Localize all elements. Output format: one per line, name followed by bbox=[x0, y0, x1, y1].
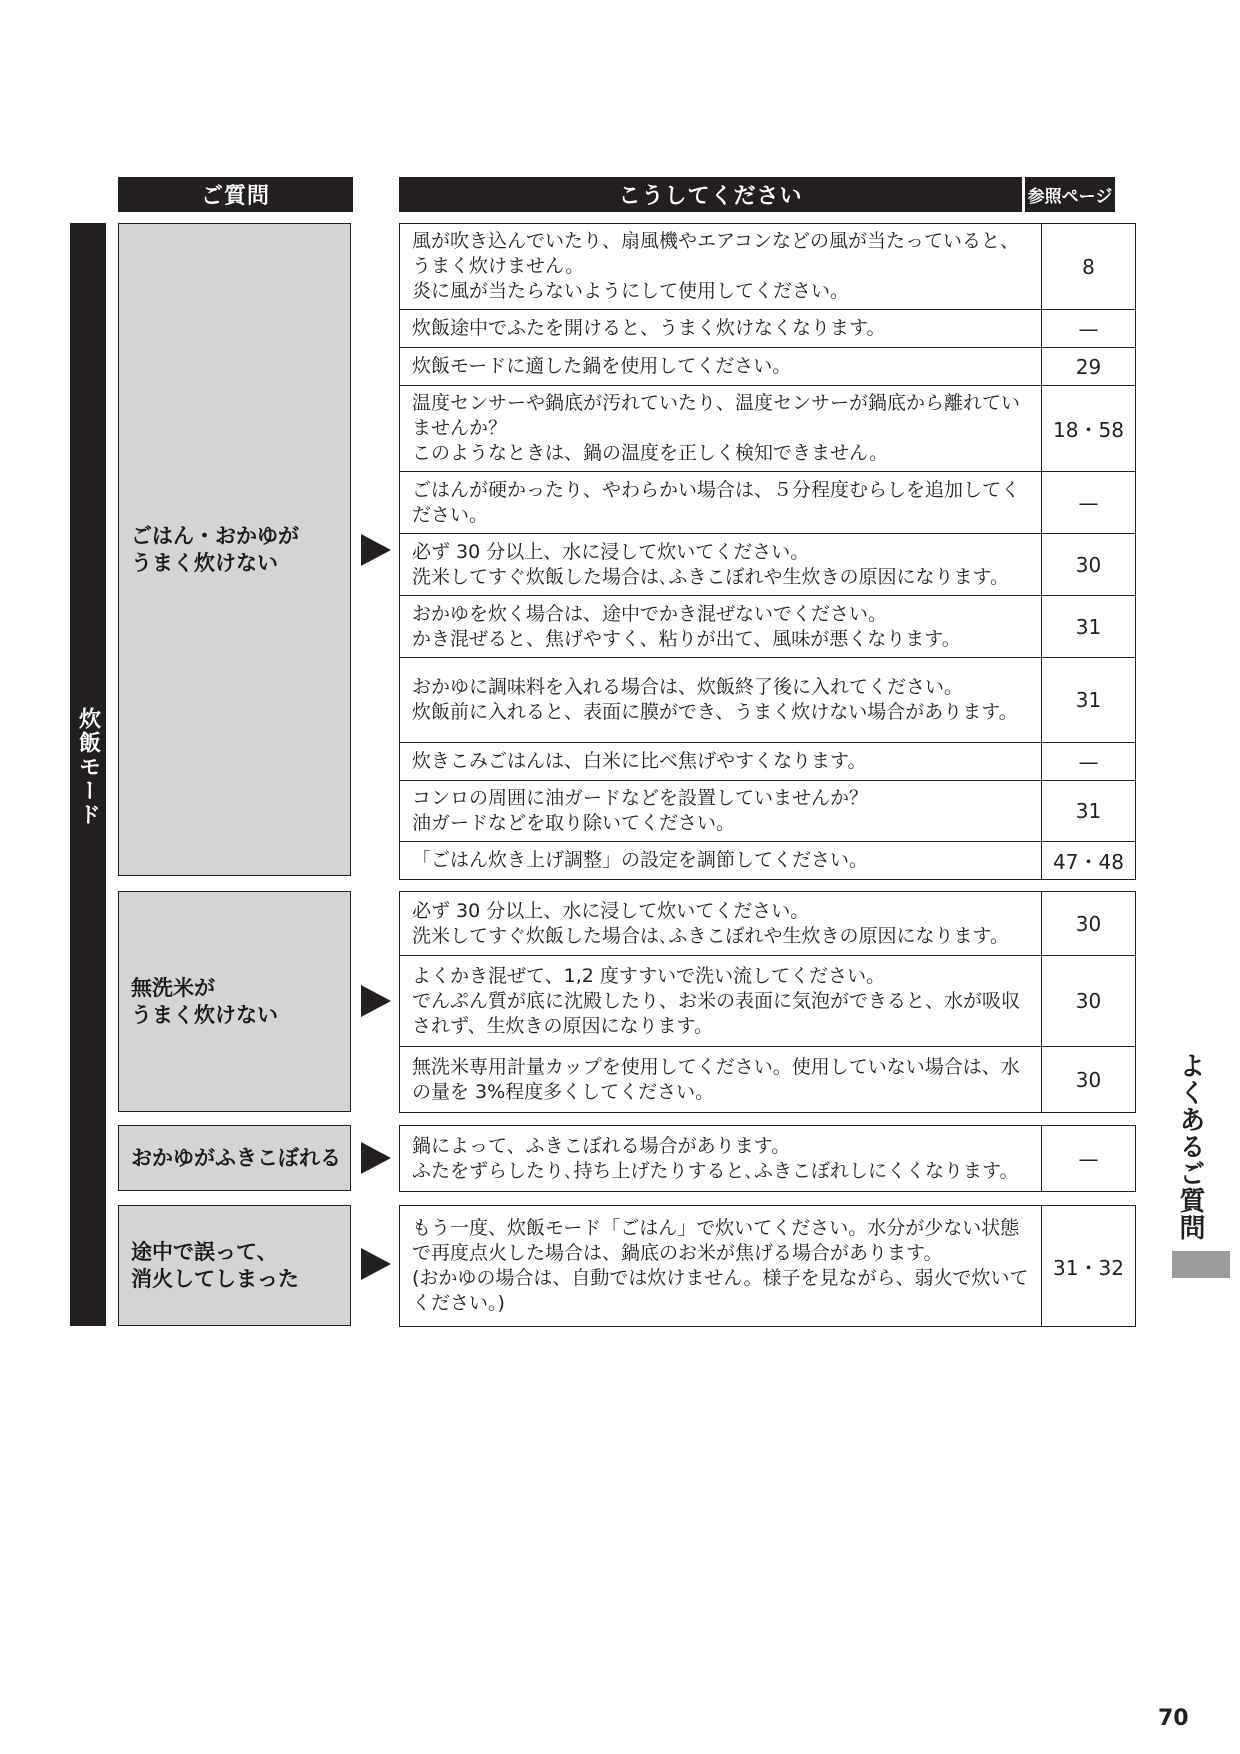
answer-row bbox=[400, 596, 1136, 658]
answer-header: こうしてください bbox=[399, 177, 1022, 212]
reference-page: 18・58 bbox=[1042, 386, 1136, 472]
question-box bbox=[118, 891, 351, 1112]
answer-row bbox=[400, 781, 1136, 842]
reference-page: — bbox=[1042, 472, 1136, 534]
arrow-icon bbox=[361, 1142, 391, 1174]
answer-row bbox=[400, 743, 1136, 781]
page-number: 70 bbox=[1158, 1706, 1189, 1731]
answer-row bbox=[400, 1126, 1136, 1192]
mode-sidebar bbox=[70, 223, 106, 1326]
reference-page: 30 bbox=[1042, 534, 1136, 596]
answer-text: 炊きこみごはんは、白米に比べ焦げやすくなります。 bbox=[400, 743, 1042, 781]
answer-text: よくかき混ぜて、1,2 度すすいで洗い流してください。 でんぷん質が底に沈殿したり、お米の表面に気泡ができると、水が吸収されず、生炊きの原因になります。 bbox=[400, 956, 1042, 1047]
answer-row bbox=[400, 224, 1136, 310]
answer-row bbox=[400, 386, 1136, 472]
reference-page-header: 参照ページ bbox=[1025, 177, 1115, 212]
answer-text: 炊飯途中でふたを開けると、うまく炊けなくなります。 bbox=[400, 310, 1042, 348]
question-text: 途中で誤って、 消火してしまった bbox=[131, 1239, 299, 1291]
section-side-title: よくあるご質問 bbox=[1175, 1052, 1205, 1241]
answer-row bbox=[400, 534, 1136, 596]
answer-row bbox=[400, 472, 1136, 534]
answer-row bbox=[400, 842, 1136, 880]
answer-text: コンロの周囲に油ガードなどを設置していませんか？ 油ガードなどを取り除いてください。 bbox=[400, 781, 1042, 842]
answer-text: 必ず 30 分以上、水に浸して炊いてください。 洗米してすぐ炊飯した場合は､ふきこぼれや生炊きの原因になります。 bbox=[400, 892, 1042, 956]
answer-text: もう一度、炊飯モード「ごはん」で炊いてください。水分が少ない状態で再度点火した場合は、鍋底のお米が焦げる場合があります。 (おかゆの場合は、自動では炊けません。様子を見ながら、弱火で炊いてください。) bbox=[400, 1206, 1042, 1327]
question-text: おかゆがふきこぼれる bbox=[131, 1145, 341, 1170]
answer-text: 風が吹き込んでいたり、扇風機やエアコンなどの風が当たっていると、うまく炊けません。 炎に風が当たらないようにして使用してください。 bbox=[400, 224, 1042, 310]
answer-row bbox=[400, 658, 1136, 743]
question-text: 無洗米が うまく炊けない bbox=[131, 975, 278, 1027]
answer-row bbox=[400, 1047, 1136, 1113]
reference-page: 31・32 bbox=[1042, 1206, 1136, 1327]
answer-group bbox=[399, 891, 1115, 1113]
question-box bbox=[118, 223, 351, 876]
arrow-icon bbox=[361, 534, 391, 566]
answer-text: 鍋によって、ふきこぼれる場合があります。 ふたをずらしたり､持ち上げたりすると､ふきこぼれしにくくなります。 bbox=[400, 1126, 1042, 1192]
answer-row bbox=[400, 892, 1136, 956]
reference-page: 30 bbox=[1042, 1047, 1136, 1113]
question-box bbox=[118, 1125, 351, 1191]
reference-page: — bbox=[1042, 743, 1136, 781]
answer-group bbox=[399, 223, 1124, 880]
answer-text: おかゆを炊く場合は、途中でかき混ぜないでください。 かき混ぜると、焦げやすく、粘りが出て、風味が悪くなります。 bbox=[400, 596, 1042, 658]
answer-group bbox=[399, 1125, 1115, 1192]
answer-group bbox=[399, 1205, 1124, 1327]
mode-label: 炊飯モード bbox=[75, 707, 101, 827]
reference-page: 29 bbox=[1042, 348, 1136, 386]
answer-row bbox=[400, 348, 1136, 386]
answer-row bbox=[400, 956, 1136, 1047]
arrow-icon bbox=[361, 1248, 391, 1280]
reference-page: — bbox=[1042, 1126, 1136, 1192]
question-text: ごはん・おかゆが うまく炊けない bbox=[131, 523, 299, 575]
reference-page: 30 bbox=[1042, 956, 1136, 1047]
answer-text: おかゆに調味料を入れる場合は、炊飯終了後に入れてください。 炊飯前に入れると、表面に膜ができ、うまく炊けない場合があります。 bbox=[400, 658, 1042, 743]
answer-text: 「ごはん炊き上げ調整」の設定を調節してください。 bbox=[400, 842, 1042, 880]
answer-text: 必ず 30 分以上、水に浸して炊いてください。 洗米してすぐ炊飯した場合は､ふきこぼれや生炊きの原因になります。 bbox=[400, 534, 1042, 596]
section-tab-marker bbox=[1172, 1251, 1230, 1278]
answer-row bbox=[400, 310, 1136, 348]
question-box bbox=[118, 1205, 351, 1326]
answer-text: 炊飯モードに適した鍋を使用してください。 bbox=[400, 348, 1042, 386]
reference-page: 47・48 bbox=[1042, 842, 1136, 880]
reference-page: 31 bbox=[1042, 596, 1136, 658]
answer-row bbox=[400, 1206, 1136, 1327]
answer-text: 温度センサーや鍋底が汚れていたり、温度センサーが鍋底から離れていませんか？ このようなときは、鍋の温度を正しく検知できません。 bbox=[400, 386, 1042, 472]
arrow-icon bbox=[361, 985, 391, 1017]
reference-page: 31 bbox=[1042, 658, 1136, 743]
answer-text: 無洗米専用計量カップを使用してください。使用していない場合は、水の量を 3%程度多くしてください。 bbox=[400, 1047, 1042, 1113]
reference-page: 30 bbox=[1042, 892, 1136, 956]
reference-page: — bbox=[1042, 310, 1136, 348]
answer-text: ごはんが硬かったり、やわらかい場合は、５分程度むらしを追加してください。 bbox=[400, 472, 1042, 534]
reference-page: 31 bbox=[1042, 781, 1136, 842]
question-header: ご質問 bbox=[118, 177, 353, 212]
reference-page: 8 bbox=[1042, 224, 1136, 310]
